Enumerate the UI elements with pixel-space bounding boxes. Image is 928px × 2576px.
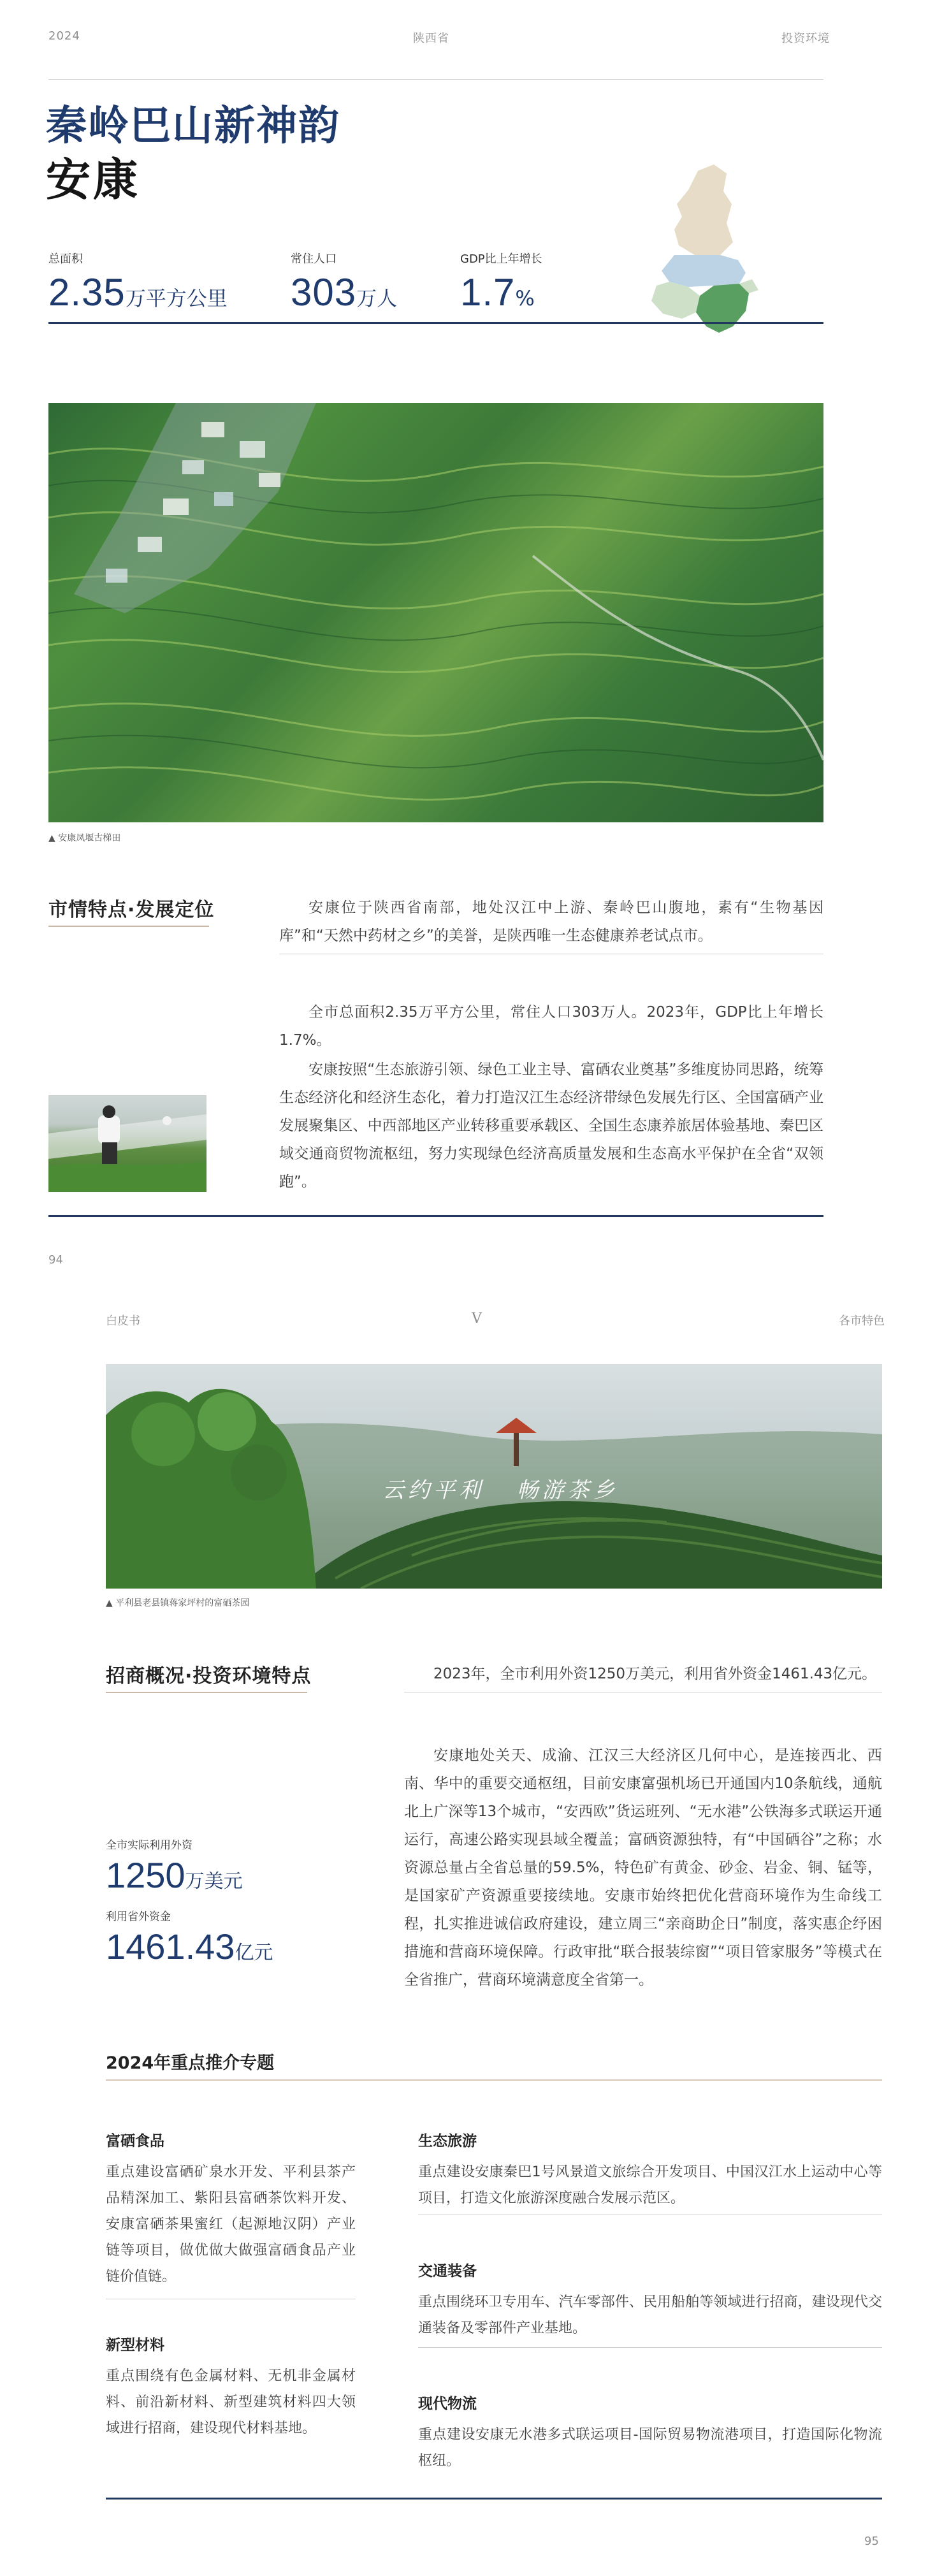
tea-picking-photo [48,1095,207,1192]
paragraph: 安康按照“生态旅游引领、绿色工业主导、富硒农业奠基”多维度协同思路，统筹生态经济化和经济生态化，着力打造汉江生态经济带绿色发展先行区、全国富硒产业发展聚集区、中西部地区产业转移重要承载区、全国生态康养旅居体验基地、秦巴区域交通商贸物流枢纽，努力实现绿色经济高质量发展和生态高水平保护在全省“双领跑”。 [279,1061,823,1190]
header-category: 投资环境 [781,32,830,45]
paragraph: 全市总面积2.35万平方公里，常住人口303万人。2023年，GDP比上年增长1.7%。 [279,1004,823,1049]
stat-label: 常住人口 [291,252,337,266]
stat-label: 全市实际利用外资 [106,1839,192,1852]
section-end-rule [48,1215,823,1217]
stat-population [291,250,397,314]
stat-value: 303 [291,271,357,314]
header-right: 各市特色 [839,1314,885,1328]
terraced-fields-photo [48,403,823,822]
topic-body: 重点建设安康无水港多式联运项目-国际贸易物流港项目，打造国际化物流枢纽。 [418,2427,882,2469]
header-province: 陕西省 [413,32,449,45]
topic-item [418,2259,882,2341]
tea-garden-photo [106,1364,882,1589]
stat-label: GDP比上年增长 [460,252,542,266]
topic-item [418,2392,882,2474]
stat-gdp [460,250,542,314]
stat-domestic-capital [106,1907,273,1967]
topic-title: 新型材料 [106,2337,164,2354]
topic-item [106,2129,356,2290]
photo-caption: ▲ 安康凤堰古梯田 [48,833,121,843]
stat-unit: 亿元 [235,1942,273,1964]
page-number: 94 [48,1253,63,1267]
stat-value: 2.35 [48,271,126,314]
topics-rule [106,2079,882,2081]
stat-area [48,250,228,314]
section-underline [48,926,209,927]
header-center: V [472,1311,482,1327]
stat-unit: 万人 [356,286,398,310]
city-name: 安康 [46,154,140,206]
stat-label: 利用省外资金 [106,1910,171,1923]
header-left: 白皮书 [106,1314,140,1328]
stat-unit: % [515,286,535,310]
stat-unit: 万美元 [185,1870,243,1893]
stat-foreign-investment [106,1836,243,1896]
topic-body: 重点建设安康秦巴1号风景道文旅综合开发项目、中国汉江水上运动中心等项目，打造文化旅游深度融合发展示范区。 [418,2164,882,2206]
tea-garden-sign: 云约平利 畅游茶乡 [382,1478,619,1503]
topic-body: 重点围绕环卫专用车、汽车零部件、民用船舶等领域进行招商，建设现代交通装备及零部件产业基地。 [418,2294,882,2336]
topic-title: 富硒食品 [106,2133,164,2150]
page-number: 95 [864,2535,879,2548]
topics-title: 2024年重点推介专题 [106,2053,275,2073]
topic-divider [418,2347,882,2348]
topic-item [418,2129,882,2211]
topic-title: 交通装备 [418,2263,477,2280]
section-end-rule [106,2498,882,2500]
intro-paragraph: 2023年，全市利用外资1250万美元，利用省外资金1461.43亿元。 [433,1666,877,1682]
page-title: 秦岭巴山新神韵 [46,103,340,150]
photo-caption: ▲ 平利县老县镇蒋家坪村的富硒茶园 [106,1598,250,1608]
topic-title: 现代物流 [418,2396,477,2412]
stat-value: 1461.43 [106,1926,235,1967]
section-title: 市情特点·发展定位 [48,899,215,921]
stat-value: 1250 [106,1855,185,1895]
topic-body: 重点建设富硒矿泉水开发、平利县茶产品精深加工、紫阳县富硒茶饮料开发、安康富硒茶果蜜红（起源地汉阴）产业链等项目，做优做大做强富硒食品产业链价值链。 [106,2164,356,2285]
stat-unit: 万平方公里 [125,286,228,310]
stats-rule [48,322,823,324]
stat-label: 总面积 [48,252,83,266]
header-year: 2024 [48,29,80,43]
topic-body: 重点围绕有色金属材料、无机非金属材料、前沿新材料、新型建筑材料四大领域进行招商，建设现代材料基地。 [106,2368,356,2436]
header-rule [48,79,823,80]
section-title: 招商概况·投资环境特点 [106,1665,312,1687]
section-underline [106,1692,307,1693]
intro-paragraph: 安康位于陕西省南部，地处汉江中上游、秦岭巴山腹地，素有“生物基因库”和“天然中药材之乡”的美誉，是陕西唯一生态健康养老试点市。 [279,899,823,944]
topic-title: 生态旅游 [418,2133,477,2150]
topic-item [106,2333,356,2441]
investment-paragraph: 安康地处关天、成渝、江汉三大经济区几何中心，是连接西北、西南、华中的重要交通枢纽，目前安康富强机场已开通国内10条航线，通航北上广深等13个城市，“安西欧”货运班列、“无水港”公铁海多式联运开通运行，高速公路实现县域全覆盖；富硒资源独特，有“中国硒谷”之称；水资源总量占全省总量的59.5%，特色矿有黄金、砂金、岩金、铜、锰等，是国家矿产资源重要接续地。安康市始终把优化营商环境作为生命线工程，扎实推进诚信政府建设，建立周三“亲商助企日”制度，落实惠企纾困措施和营商环境保障。行政审批“联合报装综窗”“项目管家服务”等模式在全省推广，营商环境满意度全省第一。 [404,1747,882,1988]
stat-value: 1.7 [460,271,516,314]
